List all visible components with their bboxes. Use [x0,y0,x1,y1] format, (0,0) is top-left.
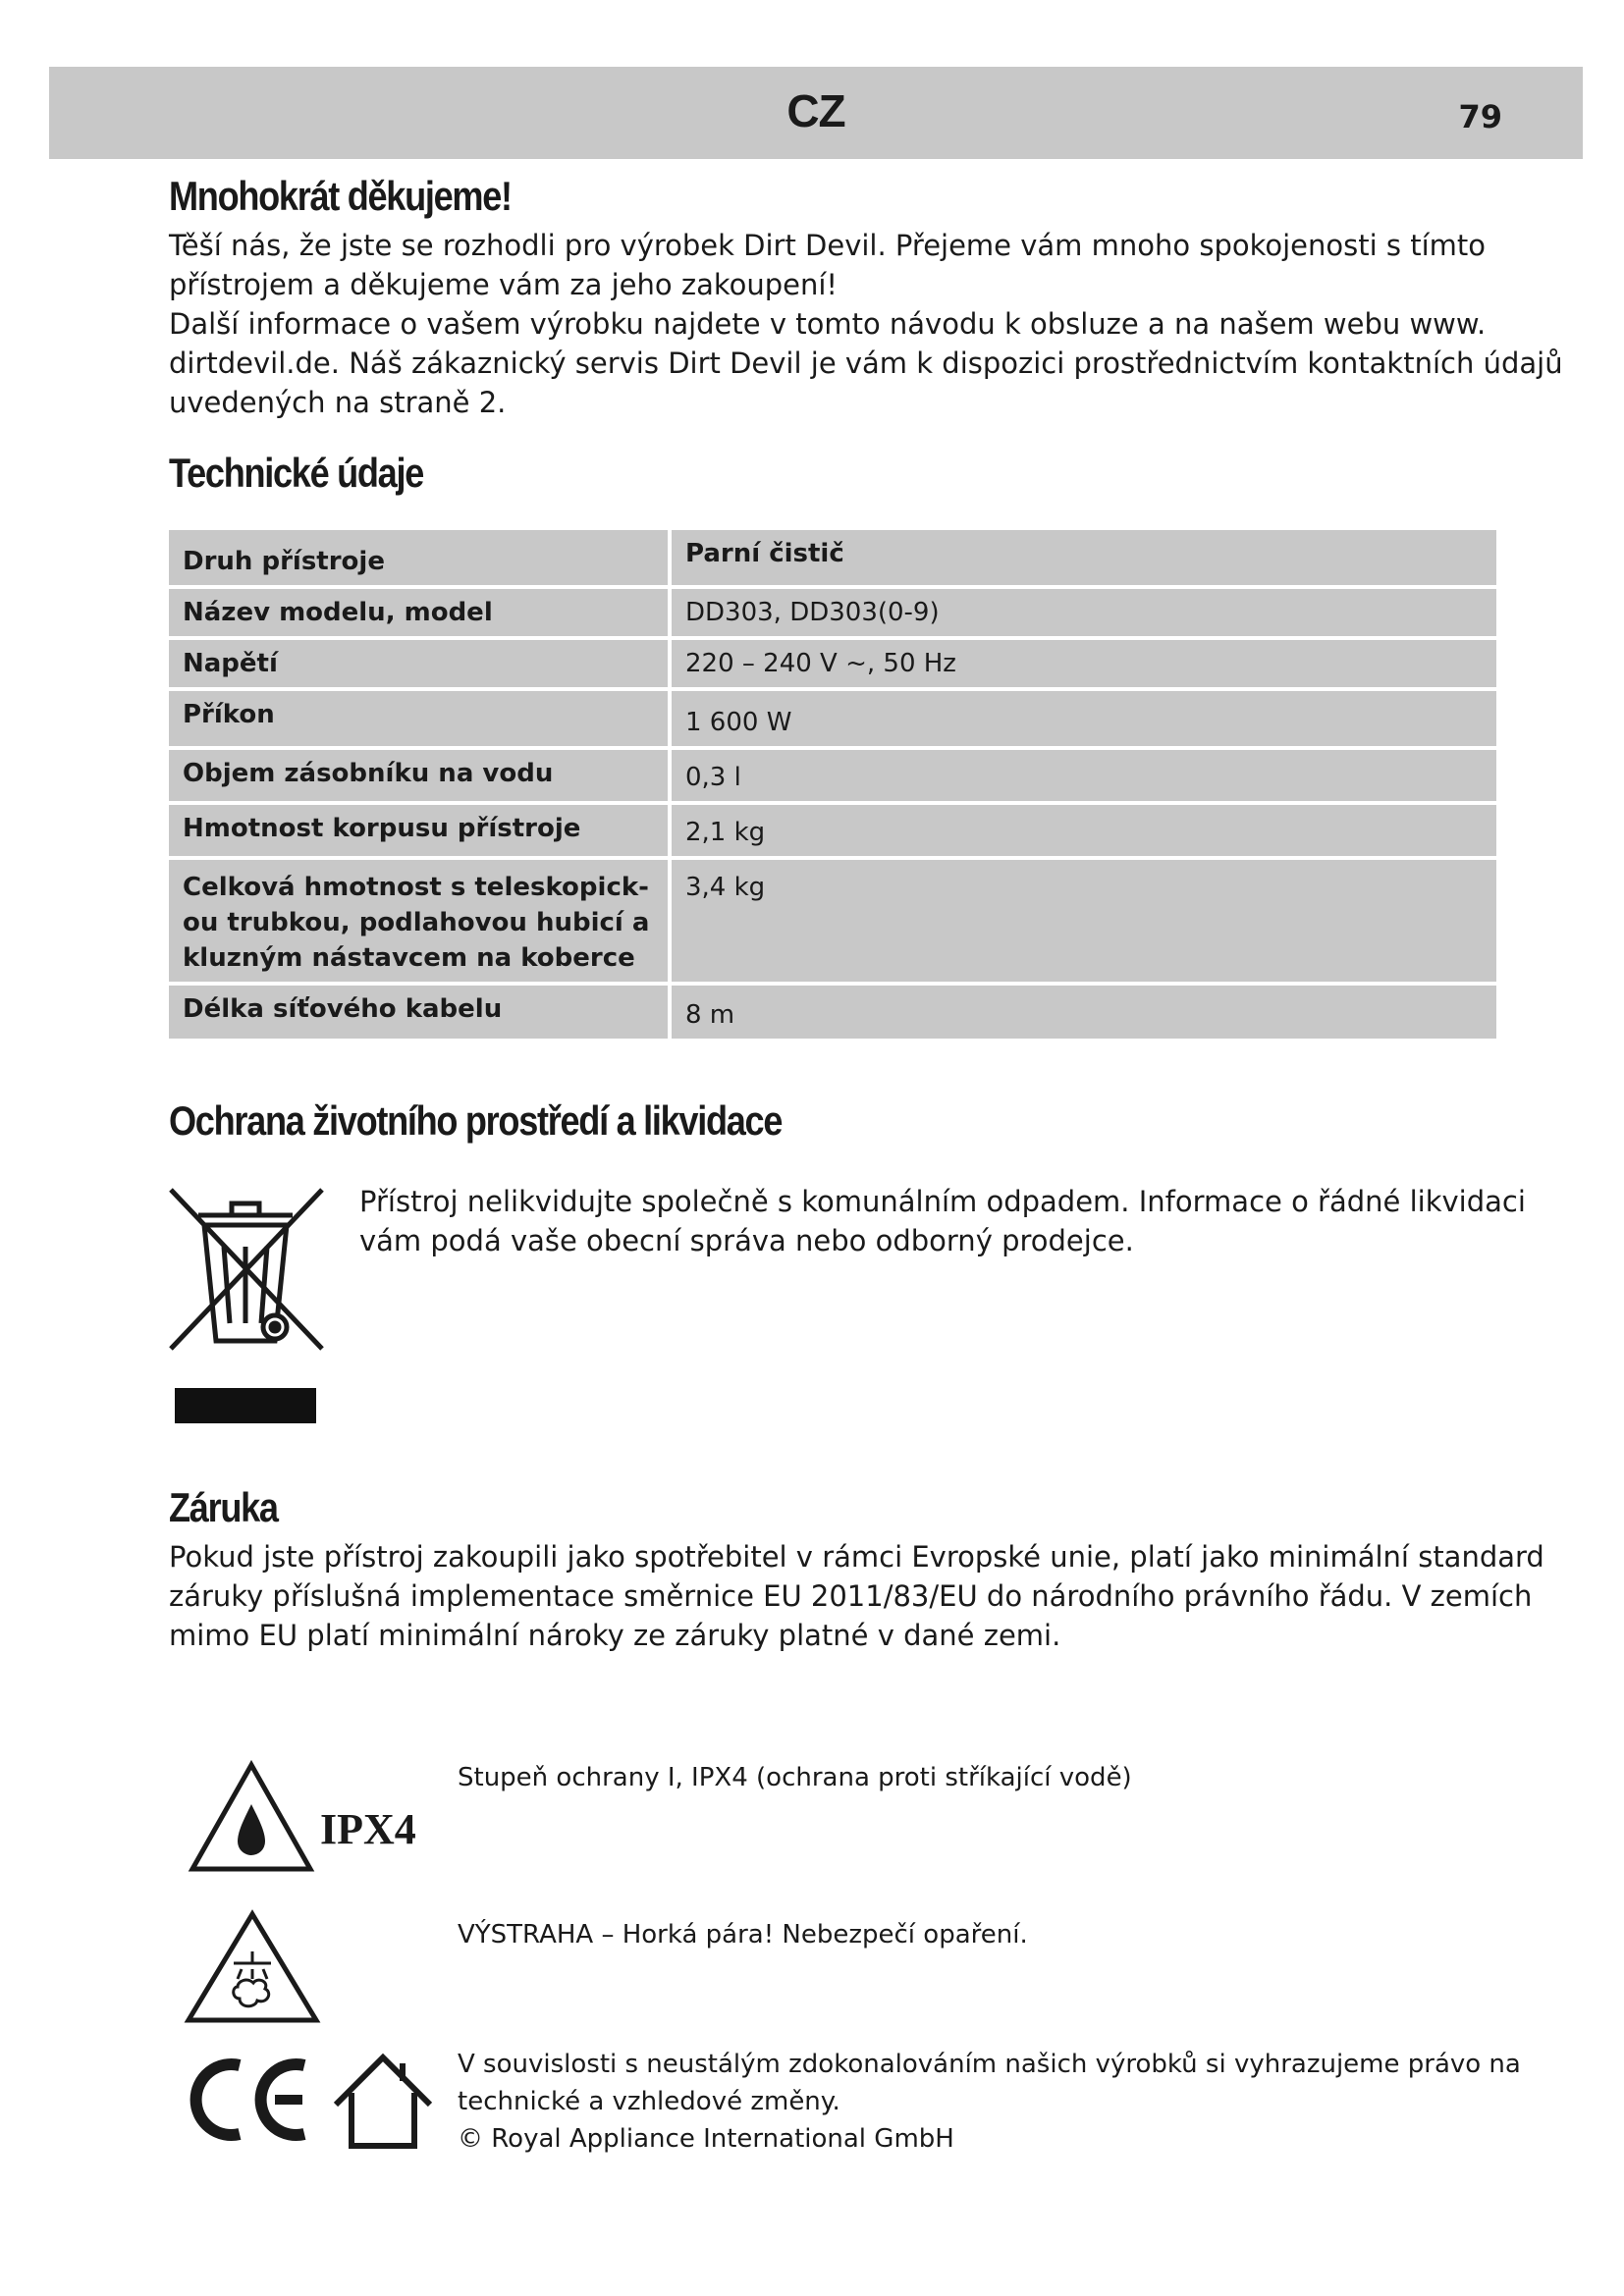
environment-paragraph [359,1182,1526,1260]
thanks-line: Další informace o vašem výrobku najdete v tomto návodu k obsluze a na našem webu www. [169,307,1487,341]
page-number: 79 [1458,98,1502,135]
ce-paragraph [458,2046,1521,2158]
table-row [169,691,1496,746]
warranty-line: záruky příslušná implementace směrnice EU 2011/83/EU do národního právního řádu. V zemích [169,1579,1533,1613]
table-row [169,750,1496,801]
table-row [169,640,1496,687]
copyright-line: © Royal Appliance International GmbH [458,2124,954,2154]
thanks-heading: Mnohokrát děkujeme! [169,173,512,219]
tech-heading: Technické údaje [169,450,424,496]
thanks-paragraph [169,226,1563,422]
spec-value: 2,1 kg [672,805,1496,856]
spec-key: Délka síťového kabelu [169,986,672,1039]
ipx4-text: Stupeň ochrany I, IPX4 (ochrana proti stříkající vodě) [458,1763,1132,1792]
warranty-line: mimo EU platí minimální nároky ze záruky platné v dané zemi. [169,1619,1061,1652]
thanks-line: uvedených na straně 2. [169,386,507,419]
ce-line: V souvislosti s neustálým zdokonalováním našich výrobků si vyhrazujeme právo na [458,2050,1521,2079]
spec-key: Název modelu, model [169,589,672,636]
warranty-heading: Záruka [169,1484,278,1530]
table-row [169,589,1496,636]
thanks-line: Těší nás, že jste se rozhodli pro výrobek Dirt Devil. Přejeme vám mnoho spokojenosti s tímto [169,229,1487,262]
spec-key: Hmotnost korpusu přístroje [169,805,672,856]
spec-value: Parní čistič [672,530,1496,585]
spec-value: DD303, DD303(0-9) [672,589,1496,636]
table-row [169,530,1496,585]
table-row [169,860,1496,982]
water-drop-warning-icon [187,1759,316,1875]
spec-value: 8 m [672,986,1496,1039]
thanks-line: přístrojem a děkujeme vám za jeho zakoupení! [169,268,839,301]
hot-steam-warning-icon [183,1908,322,2026]
spec-value: 0,3 l [672,750,1496,801]
environment-line: vám podá vaše obecní správa nebo odborný prodejce. [359,1224,1134,1257]
warranty-paragraph [169,1537,1544,1655]
ce-mark-icon [177,2044,442,2152]
indoor-use-icon [336,2057,430,2146]
warranty-line: Pokud jste přístroj zakoupili jako spotřebitel v rámci Evropské unie, platí jako minimální standard [169,1540,1544,1574]
language-code: CZ [786,85,845,136]
environment-line: Přístroj nelikvidujte společně s komunálním odpadem. Informace o řádné likvidaci [359,1185,1526,1218]
environment-heading: Ochrana životního prostředí a likvidace [169,1097,783,1144]
spec-key: Objem zásobníku na vodu [169,750,672,801]
spec-table [169,526,1496,1042]
weee-bin-icon [165,1176,326,1431]
spec-value: 1 600 W [672,691,1496,746]
spec-value: 3,4 kg [672,860,1496,982]
spec-value: 220 – 240 V ~, 50 Hz [672,640,1496,687]
table-row [169,805,1496,856]
spec-key-multiline [169,860,672,982]
spec-key-line: ou trubkou, podlahovou hubicí a [183,908,650,937]
spec-key-line: kluzným nástavcem na koberce [183,943,635,973]
thanks-line: dirtdevil.de. Náš zákaznický servis Dirt Devil je vám k dispozici prostřednictvím kontaktních údajů [169,347,1563,380]
spec-key: Druh přístroje [169,530,672,585]
table-row [169,986,1496,1039]
ce-line: technické a vzhledové změny. [458,2087,840,2116]
ipx4-label: IPX4 [320,1805,416,1853]
steam-warning-text: VÝSTRAHA – Horká pára! Nebezpečí opaření. [458,1920,1028,1949]
spec-key: Napětí [169,640,672,687]
page-header [49,67,1583,159]
spec-key: Příkon [169,691,672,746]
spec-key-line: Celková hmotnost s teleskopick- [183,873,649,902]
